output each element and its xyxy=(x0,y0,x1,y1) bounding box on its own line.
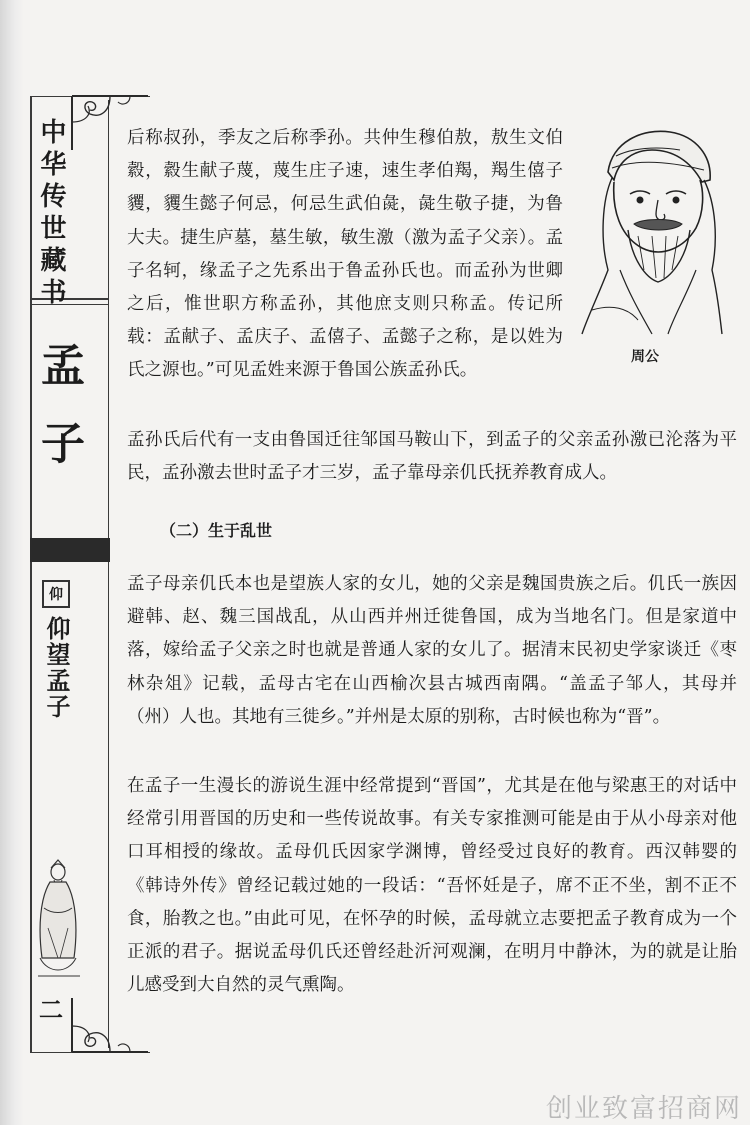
chapter-seal-icon xyxy=(42,580,70,608)
section-heading: （二）生于乱世 xyxy=(160,521,273,540)
chapter-seal-char: 仰 xyxy=(49,587,63,603)
paragraph-meng-family: 孟孙氏后代有一支由鲁国迁往邹国马鞍山下，到孟子的父亲孟孙激已沦落为平民，孟孙激去世时孟子才三岁，孟子靠母亲仉氏抚养教育成人。 xyxy=(127,430,737,484)
watermark-text: 创业致富招商网 xyxy=(545,1094,742,1124)
paragraph-mother-origin: 孟子母亲仉氏本也是望族人家的女儿，她的父亲是魏国贵族之后。仉氏一族因避韩、赵、魏三国战乱，从山西并州迁徙鲁国，成为当地名门。但是家道中落，嫁给孟子父亲之时也就是普通人家的女儿了。据清末民初史学家谈迁《枣林杂俎》记载，孟母古宅在山西榆次县古城西南隅。“盖孟子邹人，其母并（州）人也。其地有三徙乡。”并州是太原的别称，古时候也称为“晋”。 xyxy=(127,574,737,727)
page-edge-shadow xyxy=(0,0,24,1125)
corner-ornament-bottom xyxy=(70,996,150,1056)
side-dark-band xyxy=(30,538,110,562)
sage-figure-illustration xyxy=(30,858,86,982)
page-number: 二 xyxy=(39,995,63,1024)
zhou-gong-portrait xyxy=(572,120,728,338)
paragraph-genealogy: 后称叔孙，季友之后称季孙。共仲生穆伯敖，敖生文伯縠，縠生献子蔑，蔑生庄子速，速生孝伯羯，羯生僖子貜，貜生懿子何忌，何忌生武伯彘，彘生敬子捷，为鲁大夫。捷生庐墓，墓生敏，敏生激（激为孟子父亲）。孟子名轲，缘孟子之先系出于鲁孟孙氏也。而孟孙为世卿之后，惟世职方称孟孙，其他庶支则只称孟。传记所载：孟献子、孟庆子、孟僖子、孟懿子之称，是以姓为氏之源也。”可见孟姓来源于鲁国公族孟孙氏。 xyxy=(127,128,563,381)
book-title: 孟子 xyxy=(33,342,84,498)
side-frame-line-inner xyxy=(108,100,109,1048)
series-title: 中华传世藏书 xyxy=(36,118,66,310)
paragraph-prenatal-education: 在孟子一生漫长的游说生涯中经常提到“晋国”，尤其是在他与梁惠王的对话中经常引用晋国的历史和一些传说故事。有关专家推测可能是由于从小母亲对他口耳相授的缘故。孟母仉氏因家学渊博，曾经受过良好的教育。西汉韩婴的《韩诗外传》曾经记载过她的一段话：“吾怀妊是子，席不正不坐，割不正不食，胎教之也。”由此可见，在怀孕的时候，孟母就立志要把孟子教育成为一个正派的君子。据说孟母仉氏还曾经赴沂河观澜，在明月中静沐，为的就是让胎儿感受到大自然的灵气熏陶。 xyxy=(127,776,737,996)
portrait-caption: 周公 xyxy=(631,349,659,365)
chapter-title: 仰望孟子 xyxy=(42,616,71,720)
